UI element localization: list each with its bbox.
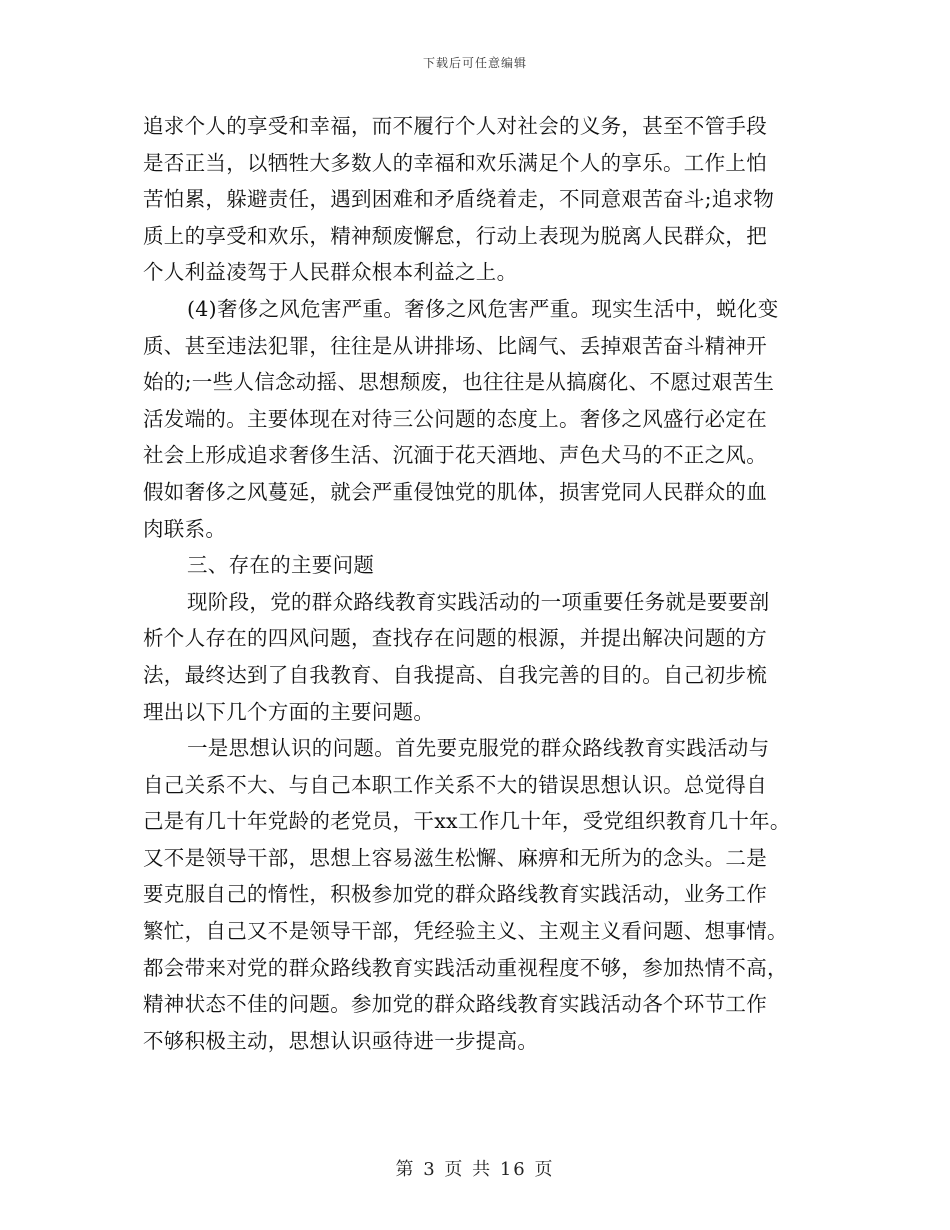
document-body [143,108,823,1059]
text-line: 都会带来对党的群众路线教育实践活动重视程度不够，参加热情不高， [143,955,788,980]
paragraph [143,730,823,1059]
text-line: 质上的享受和欢乐，精神颓废懈怠，行动上表现为脱离人民群众，把 [143,223,767,248]
text-line: 始的;一些人信念动摇、思想颓废，也往往是从搞腐化、不愿过艰苦生 [143,370,775,395]
text-line: 理出以下几个方面的主要问题。 [143,699,435,724]
text-line: (4)奢侈之风危害严重。奢侈之风危害严重。现实生活中，蜕化变 [187,296,779,321]
text-line: 质、甚至违法犯罪，往往是从讲排场、比阔气、丢掉艰苦奋斗精神开 [143,333,767,358]
paragraph [143,547,823,584]
text-line: 要克服自己的惰性，积极参加党的群众路线教育实践活动，业务工作 [143,882,767,907]
page-header: 下载后可任意编辑 [422,56,527,70]
text-line: 一是思想认识的问题。首先要克服党的群众路线教育实践活动与 [187,736,770,761]
text-line: 现阶段，党的群众路线教育实践活动的一项重要任务就是要要剖 [187,589,770,614]
text-line: 析个人存在的四风问题，查找存在问题的根源，并提出解决问题的方 [143,626,767,651]
paragraph [143,584,823,730]
text-line: 三、存在的主要问题 [187,553,375,578]
text-line: 不够积极主动，思想认识亟待进一步提高。 [143,1028,539,1053]
text-line: 追求个人的享受和幸福，而不履行个人对社会的义务，甚至不管手段 [143,114,767,138]
text-line: 活发端的。主要体现在对待三公问题的态度上。奢侈之风盛行必定在 [143,406,767,431]
text-line: 假如奢侈之风蔓延，就会严重侵蚀党的肌体，损害党同人民群众的血 [143,479,767,504]
text-line: 又不是领导干部，思想上容易滋生松懈、麻痹和无所为的念头。二是 [143,845,767,870]
text-line: 己是有几十年党龄的老党员，干xx工作几十年，受党组织教育几十年。 [143,809,791,834]
page-number-footer: 第 3 页 共 16 页 [395,1159,555,1180]
text-line: 肉联系。 [143,516,227,541]
text-line: 社会上形成追求奢侈生活、沉湎于花天酒地、声色犬马的不正之风。 [143,443,767,468]
text-line: 繁忙，自己又不是领导干部，凭经验主义、主观主义看问题、想事情。 [143,919,788,944]
text-line: 苦怕累，躲避责任，遇到困难和矛盾绕着走，不同意艰苦奋斗;追求物 [143,187,775,212]
paragraph [143,291,823,547]
paragraph [143,108,823,291]
text-line: 法，最终达到了自我教育、自我提高、自我完善的目的。自己初步梳 [143,662,767,687]
text-line: 是否正当，以牺牲大多数人的幸福和欢乐满足个人的享乐。工作上怕 [143,150,767,175]
text-line: 自己关系不大、与自己本职工作关系不大的错误思想认识。总觉得自 [143,772,767,797]
text-line: 精神状态不佳的问题。参加党的群众路线教育实践活动各个环节工作 [143,992,767,1017]
text-line: 个人利益凌驾于人民群众根本利益之上。 [143,260,518,285]
